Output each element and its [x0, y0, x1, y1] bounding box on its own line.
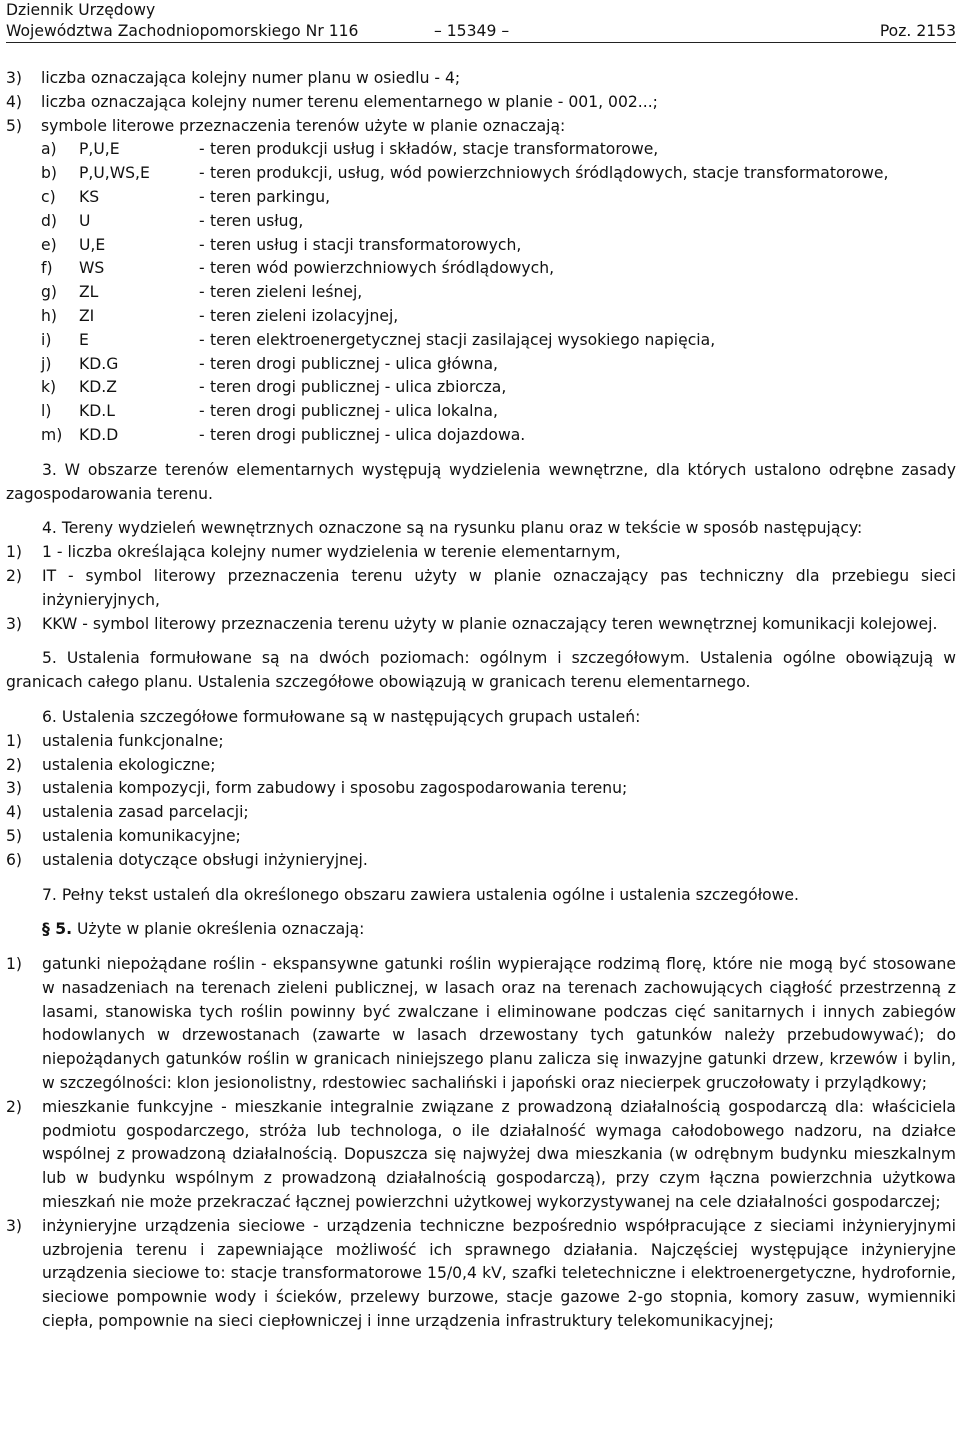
- symbol-row: g) ZL - teren zieleni leśnej,: [41, 283, 363, 302]
- list-item: 6) ustalenia dotyczące obsługi inżynieryjnej.: [6, 850, 368, 869]
- paragraph-6: 6. Ustalenia szczegółowe formułowane są w następujących grupach ustaleń:: [42, 707, 641, 726]
- definition-item: 1) gatunki niepożądane roślin - ekspansywne gatunki roślin wypierające rodzimą florę, które nie mogą być stosowane w nasadzeniach na terenach zieleni publicznej, w lasach oraz na terenach zachowujących ciągłość przestrzenną z lasami, stanowiska tych roślin powinny być zwalczane i eliminowane podczas cięć sanitarnych i innych zabiegów hodowlanych w drzewostanach (zawarte w lasach drzewostany tych gatunków należy przebudowywać); do niepożądanych gatunków roślin w granicach niniejszego planu zalicza się inwazyjne gatunki drzew, krzewów i bylin, w szczególności: klon jesionolistny, rdestowiec sachaliński i japoński oraz niecierpek gruczołowaty i przylądkowy;: [6, 955, 956, 1093]
- symbol-row: c) KS - teren parkingu,: [41, 187, 331, 206]
- list-item: 5) ustalenia komunikacyjne;: [6, 826, 241, 845]
- paragraph-5: 5. Ustalenia formułowane są na dwóch poziomach: ogólnym i szczegółowym. Ustalenia ogólne obowiązują w granicach całego planu. Ustalenia szczegółowe obowiązują w granicach terenu elementarnego.: [6, 649, 956, 692]
- symbol-row: e) U,E - teren usług i stacji transformatorowych,: [41, 235, 522, 254]
- symbol-row: b) P,U,WS,E - teren produkcji, usług, wód powierzchniowych śródlądowych, stacje transformatorowe,: [41, 164, 889, 183]
- symbol-list: [6, 138, 956, 447]
- journal-name: Dziennik Urzędowy: [6, 1, 156, 19]
- definition-item: 2) mieszkanie funkcyjne - mieszkanie integralnie związane z prowadzoną działalnością gospodarczą dla: właściciela podmiotu gospodarczego, stróża lub technologa, o ile działalność wymaga całodobowego nadzoru, na działce wspólnej z prowadzoną działalnością. Dopuszcza się najwyżej dwa mieszkania (w odrębnym budynku mieszkalnym lub w budynku wspólnym z prowadzoną działalnością gospodarczą), przy czym łączna powierzchnia użytkowa mieszkań nie może przekraczać łącznej powierzchni użytkowej wykorzystywanej na cele działalności gospodarczej;: [6, 1097, 956, 1212]
- symbol-row: h) ZI - teren zieleni izolacyjnej,: [41, 306, 399, 325]
- symbol-row: k) KD.Z - teren drogi publicznej - ulica zbiorcza,: [41, 378, 507, 397]
- journal-region: Województwa Zachodniopomorskiego Nr 116: [6, 22, 359, 40]
- header-rule: [6, 42, 956, 43]
- section-5-heading: § 5. Użyte w planie określenia oznaczają:: [42, 920, 365, 939]
- paragraph-7: 7. Pełny tekst ustaleń dla określonego obszaru zawiera ustalenia ogólne i ustalenia szczegółowe.: [42, 885, 799, 904]
- paragraph-3: 3. W obszarze terenów elementarnych występują wydzielenia wewnętrzne, dla których ustalono odrębne zasady zagospodarowania terenu.: [6, 460, 956, 503]
- symbol-row: a) P,U,E - teren produkcji usług i składów, stacje transformatorowe,: [41, 140, 659, 159]
- item-number: – 15349 –: [434, 22, 510, 40]
- symbol-row: j) KD.G - teren drogi publicznej - ulica główna,: [41, 354, 499, 373]
- paragraph-4: 4. Tereny wydzieleń wewnętrznych oznaczone są na rysunku planu oraz w tekście w sposób następujący:: [42, 519, 863, 538]
- list-item: 2) ustalenia ekologiczne;: [6, 755, 216, 774]
- list-item: 4) liczba oznaczająca kolejny numer terenu elementarnego w planie - 001, 002...;: [6, 92, 658, 111]
- list-item: 1) 1 - liczba określająca kolejny numer wydzielenia w terenie elementarnym,: [6, 543, 621, 562]
- list-item: 3) liczba oznaczająca kolejny numer planu w osiedlu - 4;: [6, 69, 461, 87]
- list-item: 4) ustalenia zasad parcelacji;: [6, 803, 249, 822]
- list-item: 3) KKW - symbol literowy przeznaczenia terenu użyty w planie oznaczający teren wewnętrznej komunikacji kolejowej.: [6, 614, 938, 633]
- list-item: 2) IT - symbol literowy przeznaczenia terenu użyty w planie oznaczający pas techniczny dla przebiegu sieci inżynieryjnych,: [6, 566, 956, 609]
- symbol-row: d) U - teren usług,: [41, 211, 304, 230]
- position-number: Poz. 2153: [879, 22, 956, 40]
- list-item: 3) ustalenia kompozycji, form zabudowy i sposobu zagospodarowania terenu;: [6, 779, 628, 798]
- symbol-row: i) E - teren elektroenergetycznej stacji zasilającej wysokiego napięcia,: [41, 330, 716, 349]
- symbol-row: l) KD.L - teren drogi publicznej - ulica lokalna,: [41, 402, 498, 421]
- section-mark: § 5.: [42, 920, 72, 939]
- symbol-row: m) KD.D - teren drogi publicznej - ulica dojazdowa.: [41, 425, 526, 444]
- definition-item: 3) inżynieryjne urządzenia sieciowe - urządzenia techniczne bezpośrednio współpracujące z sieciami inżynieryjnymi uzbrojenia terenu i zapewniające możliwość ich sprawnego działania. Najczęściej występujące inżynieryjne urządzenia sieciowe to: stacje transformatorowe 15/0,4 kV, szafki teletechniczne i elektroenergetyczne, hydrofornie, sieciowe pompownie wody i ścieków, przelewy burzowe, stacje gazowe 2-go stopnia, komory zasuw, wymienniki ciepła, pompownie na sieci ciepłowniczej i inne urządzenia infrastruktury telekomunikacyjnej;: [6, 1216, 956, 1331]
- symbol-row: f) WS - teren wód powierzchniowych śródlądowych,: [41, 259, 555, 278]
- document-body: [6, 67, 956, 1334]
- page-header: [6, 0, 956, 44]
- list-item: 5) symbole literowe przeznaczenia terenów użyte w planie oznaczają:: [6, 116, 566, 135]
- list-item: 1) ustalenia funkcjonalne;: [6, 731, 224, 750]
